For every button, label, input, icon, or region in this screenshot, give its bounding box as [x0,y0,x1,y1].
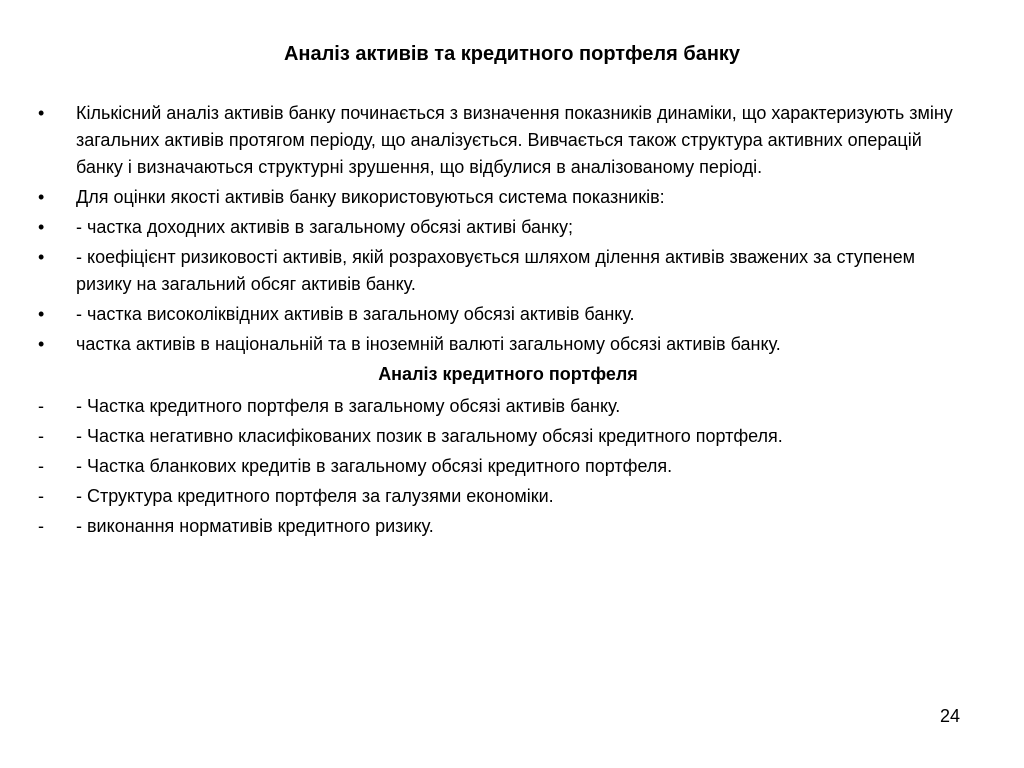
dash-item-blank-credits-share [38,453,968,480]
dash-marker: - [38,396,44,416]
dash-text: - Частка кредитного портфеля в загальному обсязі активів банку. [76,396,621,416]
bullet-item-income-assets-share [38,214,968,241]
dash-item-portfolio-structure [38,483,968,510]
bullet-text: - частка доходних активів в загальному обсязі активі банку; [76,217,574,237]
dash-marker: - [38,516,44,536]
bullet-text: Кількісний аналіз активів банку починається з визначення показників динаміки, що характеризують зміну загальних активів протягом періоду, що аналізується. Вивчається також структура активних операцій банку і визначаються структурні зрушення, що відбулися в аналізованому періоді. [76,103,953,177]
bullet-marker: • [38,247,45,267]
bullet-item-currency-assets-share [38,331,968,358]
bullet-text: - коефіцієнт ризиковості активів, якій розраховується шляхом ділення активів зважених за ступенем ризику на загальний обсяг активів банку. [76,247,915,294]
page-number: 24 [939,706,961,726]
dash-marker: - [38,486,44,506]
dash-text: - Структура кредитного портфеля за галузями економіки. [76,486,554,506]
bullet-text: - частка високоліквідних активів в загальному обсязі активів банку. [76,304,635,324]
dash-item-negative-loans-share [38,423,968,450]
bullet-item-liquid-assets-share [38,301,968,328]
slide-title: Аналіз активів та кредитного портфеля банку [283,43,741,65]
bullet-marker: • [38,304,45,324]
bullet-item-risk-coefficient [38,244,968,298]
slide-content [38,100,968,543]
dash-text: - Частка бланкових кредитів в загальному обсязі кредитного портфеля. [76,456,673,476]
bullet-text: Для оцінки якості активів банку використовуються система показників: [76,187,665,207]
bullet-marker: • [38,217,45,237]
bullet-item-asset-analysis [38,100,968,181]
dash-text: - виконання нормативів кредитного ризику. [76,516,434,536]
dash-marker: - [38,456,44,476]
bullet-text: частка активів в національній та в іноземній валюті загальному обсязі активів банку. [76,334,781,354]
credit-portfolio-subheading: Аналіз кредитного портфеля [378,364,638,384]
bullet-item-quality-indicators [38,184,968,211]
dash-item-credit-risk-standards [38,513,968,540]
dash-item-credit-portfolio-share [38,393,968,420]
bullet-marker: • [38,187,45,207]
dash-text: - Частка негативно класифікованих позик в загальному обсязі кредитного портфеля. [76,426,783,446]
bullet-marker: • [38,103,45,123]
dash-marker: - [38,426,44,446]
bullet-marker: • [38,334,45,354]
